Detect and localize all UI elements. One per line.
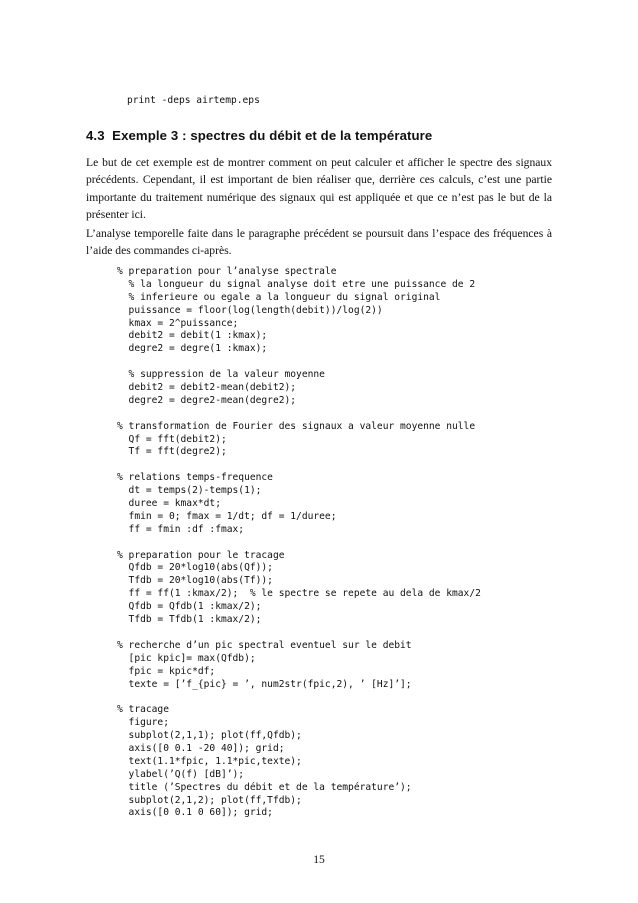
body-text <box>86 154 552 262</box>
code-blank-line <box>117 356 537 369</box>
page-number: 15 <box>313 853 325 866</box>
code-line: % transformation de Fourier des signaux a valeur moyenne nulle <box>117 420 476 432</box>
code-line: axis([0 0.1 0 60]); grid; <box>117 807 273 819</box>
code-line: Tfdb = 20*log10(abs(Tf)); <box>117 575 273 587</box>
section-title: Exemple 3 : spectres du débit et de la température <box>112 128 433 143</box>
code-line: texte = [’f_{pic} = ’, num2str(fpic,2), ’ [Hz]’]; <box>117 678 412 690</box>
code-block <box>117 266 537 820</box>
paragraph-intro: Le but de cet exemple est de montrer comment on peut calculer et afficher le spectre des signaux précédents. Cependant, il est important de bien réaliser que, derrière ces calculs, c’est une partie importante du traitement numérique des signaux qui est appliquée et que ce n’est pas le but de la présenter ici. <box>86 156 552 221</box>
code-line: subplot(2,1,1); plot(ff,Qfdb); <box>117 730 302 742</box>
code-line: % preparation pour l’analyse spectrale <box>117 266 337 277</box>
code-line: debit2 = debit(1 :kmax); <box>117 330 268 342</box>
code-line: % inferieure ou egale a la longueur du signal original <box>117 291 441 303</box>
code-line: puissance = floor(log(length(debit))/log(2)) <box>117 304 383 316</box>
code-line: ff = fmin :df :fmax; <box>117 523 245 535</box>
code-line: figure; <box>117 717 169 729</box>
code-line-print: print -deps airtemp.eps <box>127 95 260 106</box>
code-line: % preparation pour le tracage <box>117 549 285 561</box>
section-heading <box>86 128 432 143</box>
code-line: axis([0 0.1 -20 40]); grid; <box>117 742 285 754</box>
code-blank-line <box>117 691 537 704</box>
code-line: Qf = fft(debit2); <box>117 433 227 445</box>
code-line: text(1.1*fpic, 1.1*pic,texte); <box>117 755 302 767</box>
code-line: debit2 = debit2-mean(debit2); <box>117 382 297 394</box>
section-number: 4.3 <box>86 128 105 143</box>
code-line: fpic = kpic*df; <box>117 665 216 677</box>
code-line: Qfdb = Qfdb(1 :kmax/2); <box>117 601 262 613</box>
code-line: Qfdb = 20*log10(abs(Qf)); <box>117 562 273 574</box>
code-line: ff = ff(1 :kmax/2); % le spectre se repete au dela de kmax/2 <box>117 588 481 600</box>
code-line: fmin = 0; fmax = 1/dt; df = 1/duree; <box>117 510 337 522</box>
code-line: % recherche d’un pic spectral eventuel sur le debit <box>117 639 412 651</box>
code-line: Tf = fft(degre2); <box>117 446 227 458</box>
code-line: dt = temps(2)-temps(1); <box>117 485 262 497</box>
code-line: % tracage <box>117 704 169 716</box>
code-blank-line <box>117 537 537 550</box>
code-blank-line <box>117 459 537 472</box>
code-line: ylabel(’Q(f) [dB]’); <box>117 768 245 780</box>
paragraph-analysis: L’analyse temporelle faite dans le paragraphe précédent se poursuit dans l’espace des fréquences à l’aide des commandes ci-après. <box>86 227 552 258</box>
code-line: [pic kpic]= max(Qfdb); <box>117 652 256 664</box>
code-line: % la longueur du signal analyse doit etre une puissance de 2 <box>117 278 476 290</box>
code-blank-line <box>117 408 537 421</box>
code-line: duree = kmax*dt; <box>117 498 221 510</box>
code-line: % suppression de la valeur moyenne <box>117 369 325 381</box>
code-line: kmax = 2^puissance; <box>117 317 239 329</box>
code-line: % relations temps-frequence <box>117 472 273 484</box>
code-line: degre2 = degre(1 :kmax); <box>117 343 268 355</box>
code-line: degre2 = degre2-mean(degre2); <box>117 394 297 406</box>
code-line: subplot(2,1,2); plot(ff,Tfdb); <box>117 794 302 806</box>
code-line: Tfdb = Tfdb(1 :kmax/2); <box>117 614 262 626</box>
code-line: title (’Spectres du débit et de la température’); <box>117 781 412 793</box>
code-blank-line <box>117 627 537 640</box>
